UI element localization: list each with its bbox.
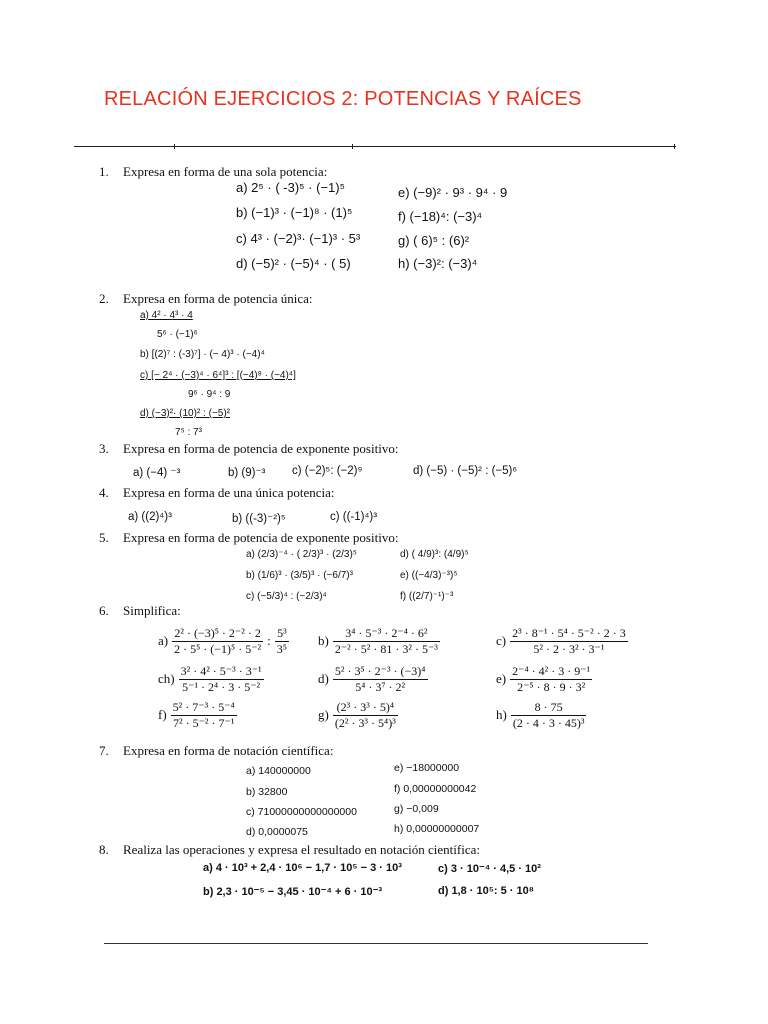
q3-item-b: b) (9)⁻³: [228, 467, 266, 479]
question-2-text: Expresa en forma de potencia única:: [123, 291, 313, 306]
q6-item-ch: ch) $\frac{\text{3² · 4² · 5⁻³ · 3⁻¹}}{\text{5⁻¹ · 2⁴ · 3 · 5⁻²}}$: [158, 664, 262, 694]
question-7-text: Expresa en forma de notación científica:: [123, 743, 334, 758]
q5-item-b: b) (1/6)³ · (3/5)³ · (−6/7)³: [246, 570, 353, 581]
question-8-text: Realiza las operaciones y expresa el resultado en notación científica:: [123, 842, 480, 857]
question-1: 1. Expresa en forma de una sola potencia:: [99, 164, 328, 179]
q3-item-d: d) (−5) · (−5)² : (−5)⁶: [413, 465, 518, 477]
question-7: 7. Expresa en forma de notación científica:: [99, 743, 334, 758]
fraction: $\frac{\text{5² · 3⁵ · 2⁻³ · (−3)⁴}}{\text{5⁴ · 3⁷ · 2²}}$: [334, 664, 426, 694]
q7-item-h: h) 0,00000000007: [394, 823, 480, 835]
question-5-text: Expresa en forma de potencia de exponente positivo:: [123, 530, 399, 545]
q7-item-a: a) 140000000: [246, 765, 311, 777]
q2-item-d-denominator: 7⁵ : 7³: [175, 427, 202, 438]
q6-item-b: b) $\frac{\text{3⁴ · 5⁻³ · 2⁻⁴ · 6²}}{\text{2⁻² · 5² · 81 · 3² · 5⁻³}}$: [318, 626, 438, 656]
q7-item-g: g) −0,009: [394, 803, 439, 815]
fraction: $\frac{\text{3² · 4² · 5⁻³ · 3⁻¹}}{\text{5⁻¹ · 2⁴ · 3 · 5⁻²}}$: [180, 664, 262, 694]
q3-item-a: a) (−4) ⁻³: [133, 467, 181, 479]
question-1-text: Expresa en forma de una sola potencia:: [123, 164, 328, 179]
q7-item-d: d) 0,0000075: [246, 826, 308, 838]
header-rule: [74, 146, 676, 147]
q2-item-a-denominator: 5⁶ · (−1)⁶: [157, 329, 198, 340]
q8-item-c: c) 3 · 10⁻⁴ · 4,5 · 10²: [438, 863, 541, 875]
q2-item-c-numerator: c) [− 2⁴ · (−3)⁴ · 6⁴]³ : [(−4)⁸ · (−4)⁴]: [140, 370, 296, 381]
q7-item-b: b) 32800: [246, 786, 288, 798]
fraction: $\frac{\text{2³ · 8⁻¹ · 5⁴ · 5⁻² · 2 · 3}}{\text{5² · 2 · 3² · 3⁻¹}}$: [512, 626, 626, 656]
q1-item-b: b) (−1)³ · (−1)⁸ · (1)⁵: [236, 205, 353, 220]
q1-item-a: a) 2⁵ · ( -3)⁵ · (−1)⁵: [236, 180, 345, 195]
q2-item-c-denominator: 9⁶ · 9⁴ : 9: [188, 389, 231, 400]
page-title: RELACIÓN EJERCICIOS 2: POTENCIAS Y RAÍCES: [104, 88, 582, 110]
q4-item-b: b) ((-3)⁻²)⁵: [232, 513, 286, 525]
q5-item-e: e) ((−4/3)⁻³)⁵: [400, 570, 458, 581]
question-3: 3. Expresa en forma de potencia de exponente positivo:: [99, 441, 399, 456]
q6-item-a: a) $\frac{\text{2² · (−3)⁵ · 2⁻² · 2}}{\text{2 · 5⁵ · (−1)⁵ · 5⁻²}}$ : $\frac{\text{5³}}{\text{3⁵}}$: [158, 626, 287, 656]
question-3-text: Expresa en forma de potencia de exponente positivo:: [123, 441, 399, 456]
q1-item-d: d) (−5)² · (−5)⁴ · ( 5): [236, 256, 351, 271]
question-4-text: Expresa en forma de una única potencia:: [123, 485, 335, 500]
fraction: $\frac{\text{5² · 7⁻³ · 5⁻⁴}}{\text{7² · 5⁻² · 7⁻¹}}$: [172, 700, 235, 730]
q7-item-c: c) 71000000000000000: [246, 806, 357, 818]
q6-item-e: e) $\frac{\text{2⁻⁴ · 4² · 3 · 9⁻¹}}{\text{2⁻⁵ · 8 · 9 · 3²}}$: [496, 664, 591, 694]
q1-item-e: e) (−9)² · 9³ · 9⁴ · 9: [398, 185, 508, 200]
question-8: 8. Realiza las operaciones y expresa el resultado en notación científica:: [99, 842, 480, 857]
q7-item-e: e) −18000000: [394, 762, 460, 774]
question-2: 2. Expresa en forma de potencia única:: [99, 291, 313, 306]
q7-item-f: f) 0,00000000042: [394, 783, 477, 795]
question-5: 5. Expresa en forma de potencia de exponente positivo:: [99, 530, 399, 545]
q6-item-c: c) $\frac{\text{2³ · 8⁻¹ · 5⁴ · 5⁻² · 2 · 3}}{\text{5² · 2 · 3² · 3⁻¹}}$: [496, 626, 626, 656]
q6-item-d: d) $\frac{\text{5² · 3⁵ · 2⁻³ · (−3)⁴}}{\text{5⁴ · 3⁷ · 2²}}$: [318, 664, 426, 694]
q8-item-a: a) 4 · 10³ + 2,4 · 10⁶ − 1,7 · 10⁵ − 3 · 10³: [203, 862, 402, 874]
fraction: $\frac{\text{(2³ · 3³ · 5)⁴}}{\text{(2² · 3³ · 5⁴)³}}$: [334, 700, 396, 730]
q2-item-b: b) [(2)⁷ : (-3)⁷] · (− 4)³ · (−4)⁴: [140, 349, 265, 360]
question-6: 6. Simplifica:: [99, 603, 181, 618]
question-4: 4. Expresa en forma de una única potencia:: [99, 485, 335, 500]
q2-item-a-numerator: a) 4² · 4³ · 4: [140, 310, 193, 321]
q1-item-c: c) 4³ · (−2)³· (−1)³ · 5³: [236, 231, 361, 246]
q4-item-c: c) ((-1)⁴)³: [330, 511, 378, 523]
question-6-text: Simplifica:: [123, 603, 181, 618]
q1-item-h: h) (−3)²: (−3)⁴: [398, 256, 478, 271]
q6-item-f: f) $\frac{\text{5² · 7⁻³ · 5⁻⁴}}{\text{7² · 5⁻² · 7⁻¹}}$: [158, 700, 235, 730]
fraction: $\frac{\text{3⁴ · 5⁻³ · 2⁻⁴ · 6²}}{\text{2⁻² · 5² · 81 · 3² · 5⁻³}}$: [334, 626, 438, 656]
q6-item-h: h) $\frac{8 \cdot 75}{\text{(2 · 4 · 3 · 45)³}}$: [496, 700, 585, 730]
q5-item-d: d) ( 4/9)³: (4/9)⁵: [400, 549, 469, 560]
q1-item-f: f) (−18)⁴: (−3)⁴: [398, 209, 483, 224]
q2-item-d-numerator: d) (−3)²· (10)² : (−5)²: [140, 408, 231, 419]
q1-item-g: g) ( 6)⁵ : (6)²: [398, 233, 470, 248]
fraction: $\frac{\text{2² · (−3)⁵ · 2⁻² · 2}}{\text{2 · 5⁵ · (−1)⁵ · 5⁻²}}$: [174, 626, 262, 656]
footer-rule: [104, 943, 648, 944]
q5-item-f: f) ((2/7)⁻¹)⁻³: [400, 591, 454, 602]
q8-item-b: b) 2,3 · 10⁻⁵ − 3,45 · 10⁻⁴ + 6 · 10⁻³: [203, 886, 383, 898]
q8-item-d: d) 1,8 · 10⁵: 5 · 10⁸: [438, 885, 534, 897]
q6-item-g: g) $\frac{\text{(2³ · 3³ · 5)⁴}}{\text{(2² · 3³ · 5⁴)³}}$: [318, 700, 396, 730]
q5-item-a: a) (2/3)⁻⁴ · ( 2/3)³ · (2/3)⁵: [246, 549, 357, 560]
fraction: $\frac{\text{2⁻⁴ · 4² · 3 · 9⁻¹}}{\text{2⁻⁵ · 8 · 9 · 3²}}$: [512, 664, 591, 694]
q3-item-c: c) (−2)⁵: (−2)⁹: [292, 465, 363, 477]
fraction: $\frac{\text{5³}}{\text{3⁵}}$: [276, 626, 287, 656]
q5-item-c: c) (−5/3)⁴ : (−2/3)⁴: [246, 591, 327, 602]
q4-item-a: a) ((2)⁴)³: [128, 511, 172, 523]
fraction: $\frac{8 \cdot 75}{\text{(2 · 4 · 3 · 45)³}}$: [512, 700, 585, 730]
